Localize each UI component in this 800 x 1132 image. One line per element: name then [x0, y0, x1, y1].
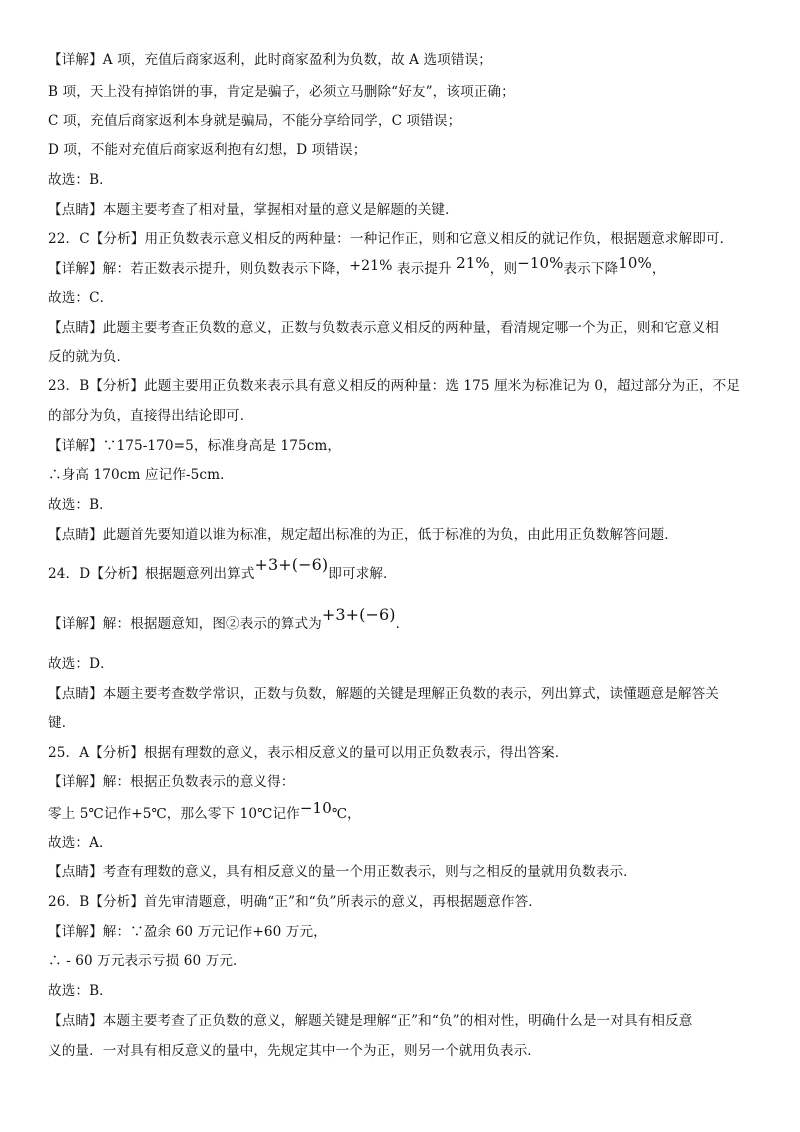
text-line: 【点睛】此题主要考查正负数的意义，正数与负数表示意义相反的两种量，看清规定哪一个为正，则和它意义相 [48, 320, 719, 336]
text-line: 故选：D． [48, 656, 114, 672]
text-line-with-math [48, 555, 758, 584]
text-line: B 项，天上没有掉馅饼的事，肯定是骗子，必须立马删除“好友”，该项正确； [48, 84, 515, 100]
text-line-with-math [48, 799, 758, 824]
text-line: 义的量．一对具有相反意义的量中，先规定其中一个为正，则另一个就用负表示． [48, 1043, 541, 1059]
text-line: 【详解】∵175-170=5，标准身高是 175cm， [48, 438, 342, 454]
text-line: 【点睛】本题主要考查数学常识，正数与负数，解题的关键是理解正负数的表示，列出算式，读懂题意是解答关 [48, 686, 719, 702]
text-line: 23．B【分析】此题主要用正负数来表示具有意义相反的两种量：选 175 厘米为标准记为 0，超过部分为正，不足 [48, 378, 741, 394]
text-line: 故选：B． [48, 497, 113, 513]
math-expression: −10% [517, 254, 564, 272]
math-expression: 21% [456, 254, 490, 272]
math-expression: 10% [618, 254, 652, 272]
text-fragment: 24．D【分析】根据题意列出算式 [48, 566, 255, 582]
text-fragment: ， [651, 261, 666, 277]
text-line: 键． [48, 715, 76, 731]
text-line: 故选：A． [48, 835, 113, 851]
text-line: D 项，不能对充值后商家返利抱有幻想，D 项错误； [48, 142, 367, 158]
text-line: 25．A【分析】根据有理数的意义，表示相反意义的量可以用正负数表示，得出答案． [48, 745, 569, 761]
text-line: ∴身高 170cm 应记作-5cm． [48, 467, 234, 483]
math-expression: +3+(−6) [321, 605, 396, 624]
text-fragment: ，则 [489, 261, 518, 277]
text-line: 【点睛】本题主要考查了相对量，掌握相对量的意义是解题的关键． [48, 202, 459, 218]
text-fragment: ． [395, 616, 410, 632]
text-line: 26．B【分析】首先审清题意，明确“正”和“负”所表示的意义，再根据题意作答． [48, 894, 542, 910]
text-line: 【点睛】此题首先要知道以谁为标准，规定超出标准的为正，低于标准的为负，由此用正负数解答问题． [48, 527, 678, 543]
text-line: 故选：C． [48, 290, 114, 306]
text-fragment: 表示提升 [392, 261, 457, 277]
text-line: 【详解】解：根据正负数表示的意义得： [48, 774, 295, 790]
text-line: 【点睛】本题主要考查了正负数的意义，解题关键是理解“正”和“负”的相对性，明确什么是一对具有相反意 [48, 1013, 693, 1029]
text-line: 反的就为负． [48, 349, 131, 365]
text-fragment: 即可求解． [328, 566, 397, 582]
text-line: 22．C【分析】用正负数表示意义相反的两种量：一种记作正，则和它意义相反的就记作负，根据题意求解即可． [48, 231, 734, 247]
text-line: 的部分为负，直接得出结论即可． [48, 408, 254, 424]
text-line: C 项，充值后商家返利本身就是骗局，不能分享给同学，C 项错误； [48, 113, 462, 129]
text-fragment: ℃， [331, 806, 361, 822]
text-line: ∴ - 60 万元表示亏损 60 万元． [48, 953, 247, 969]
math-expression: −10 [299, 799, 332, 817]
text-fragment: 零上 5℃记作+5℃，那么零下 10℃记作 [48, 806, 300, 822]
math-expression: +3+(−6) [254, 555, 329, 574]
text-fragment: 【详解】解：若正数表示提升，则负数表示下降， [48, 261, 350, 277]
text-line: 故选：B． [48, 983, 113, 999]
text-fragment: 【详解】解：根据题意知，图②表示的算式为 [48, 616, 322, 632]
text-line: 【点睛】考查有理数的意义，具有相反意义的量一个用正数表示，则与之相反的量就用负数表示． [48, 864, 637, 880]
text-line: 【详解】A 项，充值后商家返利，此时商家盈利为负数，故 A 选项错误； [48, 52, 492, 68]
text-line: 故选：B． [48, 172, 113, 188]
text-line-with-math [48, 605, 758, 634]
text-line: 【详解】解：∵盈余 60 万元记作+60 万元， [48, 924, 327, 940]
text-fragment: 表示下降 [563, 261, 619, 277]
text-line-with-math [48, 254, 758, 279]
math-expression: +21% [349, 258, 393, 274]
